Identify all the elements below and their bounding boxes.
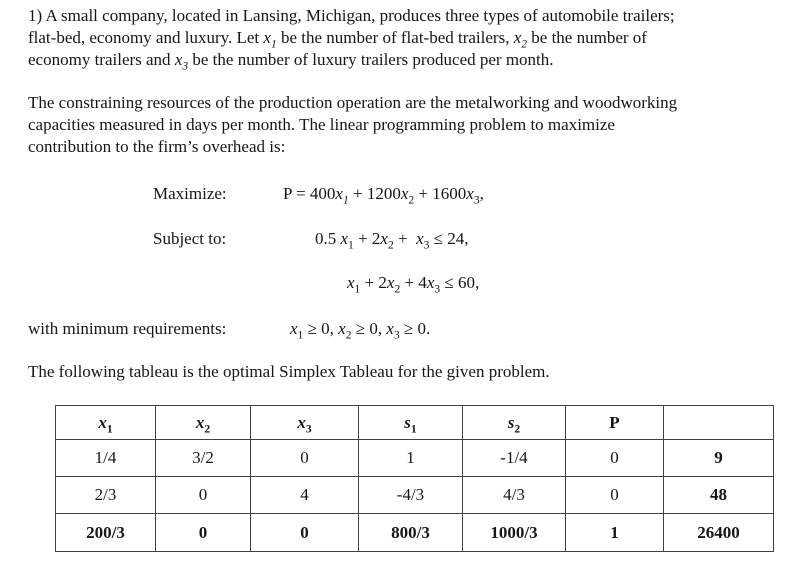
table-row	[56, 440, 774, 477]
table-cell: 0	[156, 477, 251, 514]
intro-line-1: 1) A small company, located in Lansing, Michigan, produces three types of automobile trailers;	[28, 6, 675, 25]
table-cell: 0	[156, 514, 251, 552]
resources-line-2: capacities measured in days per month. The linear programming problem to maximize	[28, 115, 615, 134]
header-x2: $x_2$	[156, 406, 251, 440]
table-cell: 800/3	[359, 514, 463, 552]
table-cell: -4/3	[359, 477, 463, 514]
header-s1: $s_1$	[359, 406, 463, 440]
table-cell-rhs: 48	[664, 477, 774, 514]
table-cell: 0	[566, 440, 664, 477]
resources-line-1: The constraining resources of the production operation are the metalworking and woodworking	[28, 93, 678, 112]
table-cell: -1/4	[463, 440, 566, 477]
tableau-caption: The following tableau is the optimal Simplex Tableau for the given problem.	[28, 362, 550, 381]
table-cell: 1000/3	[463, 514, 566, 552]
min-requirements-label: with minimum requirements:	[28, 319, 227, 338]
table-cell: 4	[251, 477, 359, 514]
table-cell: 200/3	[56, 514, 156, 552]
intro-line-2: flat-bed, economy and luxury. Let $x_1$ be the number of flat-bed trailers, $x_2$ be the number of	[28, 28, 647, 51]
intro-line-3: economy trailers and $x_3$ be the number of luxury trailers produced per month.	[28, 50, 554, 73]
subject-to-label: Subject to:	[153, 229, 227, 248]
table-cell: 0	[566, 477, 664, 514]
resources-line-3: contribution to the firm’s overhead is:	[28, 137, 286, 156]
header-s2: $s_2$	[463, 406, 566, 440]
header-x3: $x_3$	[251, 406, 359, 440]
table-cell: 4/3	[463, 477, 566, 514]
table-cell-rhs: 9	[664, 440, 774, 477]
table-cell: 0	[251, 440, 359, 477]
table-cell: 1/4	[56, 440, 156, 477]
table-row-objective	[56, 514, 774, 552]
table-cell: 3/2	[156, 440, 251, 477]
maximize-expression: $P = 400x_1 + 1200x_2 + 1600x_3$,	[283, 184, 484, 207]
header-x1: $x_1$	[56, 406, 156, 440]
maximize-label: Maximize:	[153, 184, 227, 203]
table-cell: 2/3	[56, 477, 156, 514]
simplex-table	[55, 405, 774, 552]
header-p: P	[566, 406, 664, 440]
min-requirements-expression: $x_1 \ge 0$, $x_2 \ge 0$, $x_3 \ge 0$.	[290, 319, 431, 342]
constraint-1: 0.5 $x_1 + 2x_2 + x_3 \le 24$,	[315, 229, 469, 252]
header-rhs	[664, 406, 774, 440]
intro-paragraph	[28, 5, 790, 71]
table-row	[56, 477, 774, 514]
table-header-row	[56, 406, 774, 440]
resources-paragraph	[28, 92, 790, 158]
constraint-2: $x_1 + 2x_2 + 4x_3 \le 60$,	[347, 273, 480, 296]
table-cell-rhs: 26400	[664, 514, 774, 552]
table-cell: 0	[251, 514, 359, 552]
table-cell: 1	[359, 440, 463, 477]
table-cell: 1	[566, 514, 664, 552]
